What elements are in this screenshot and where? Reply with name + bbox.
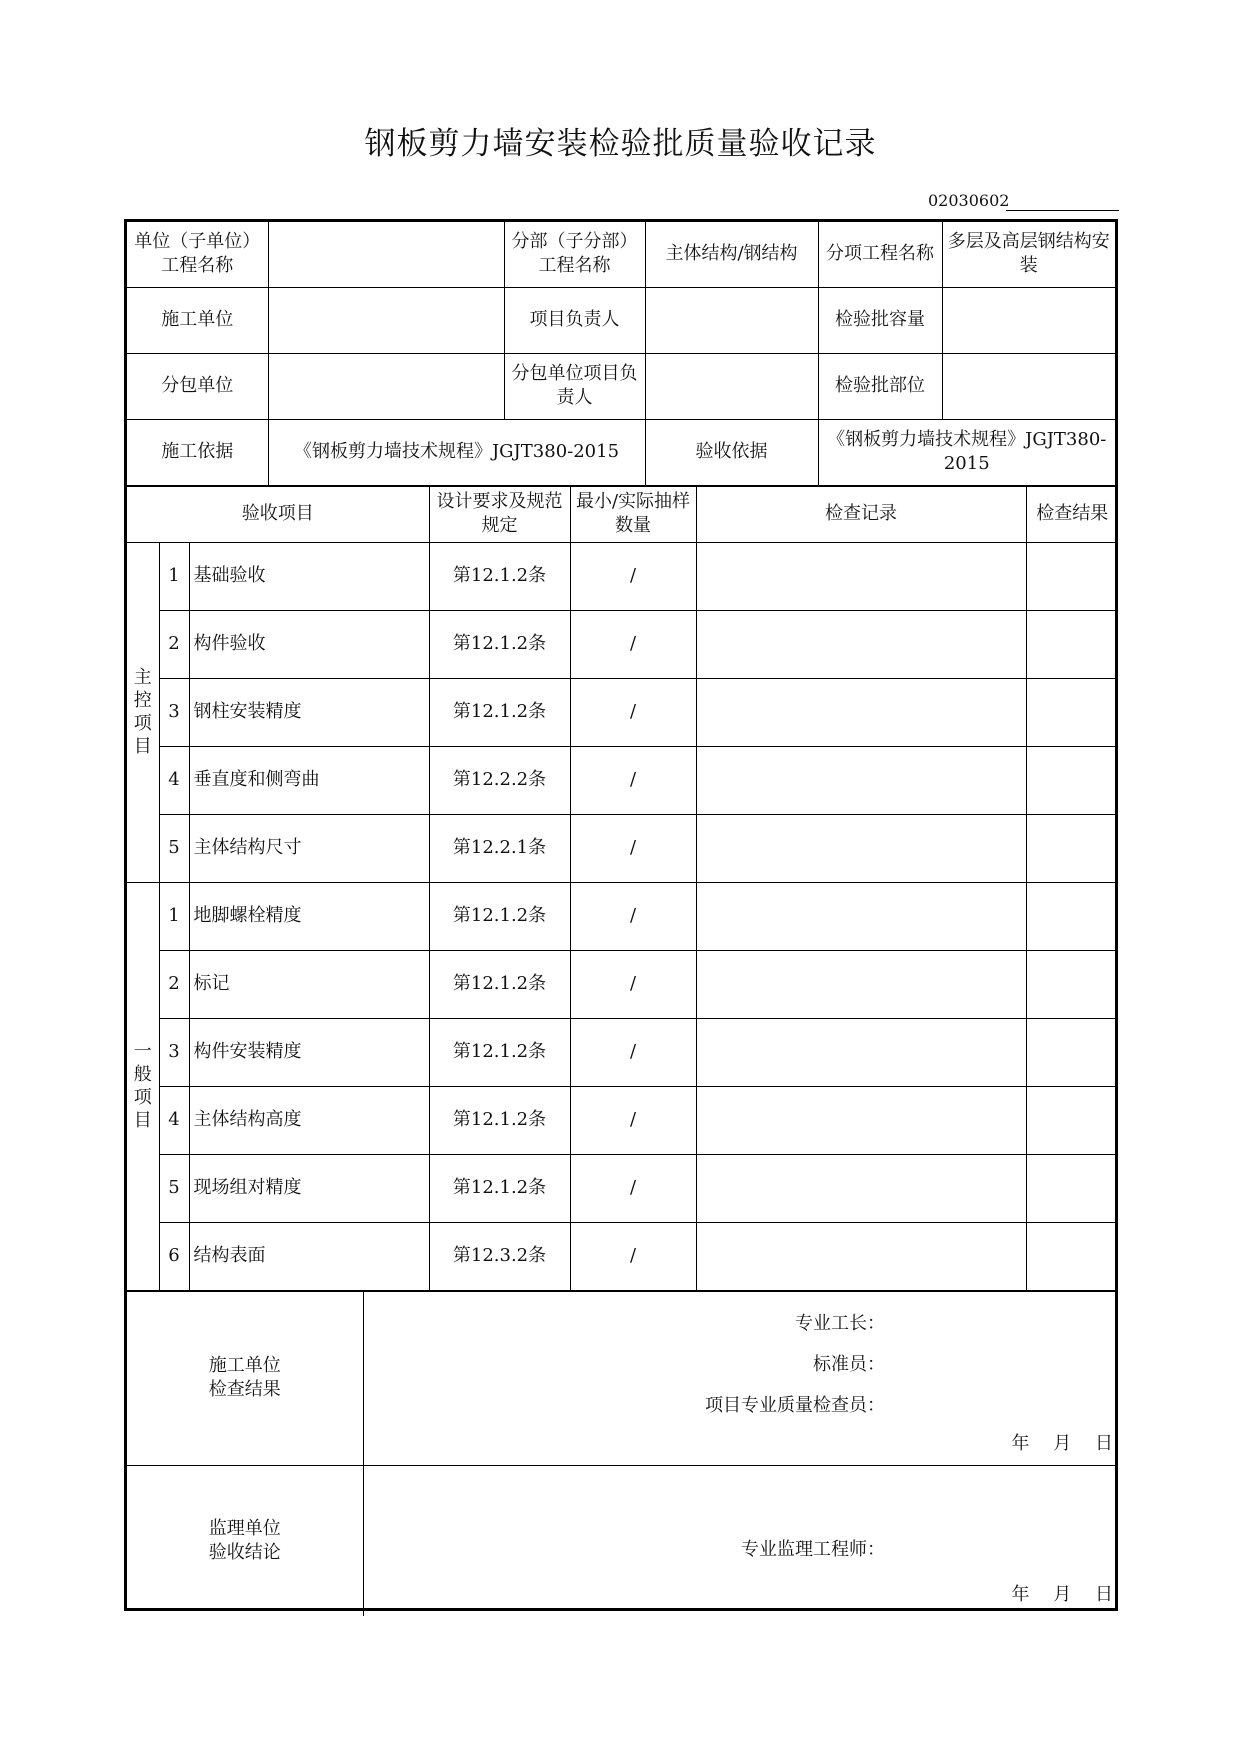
- page-title: 钢板剪力墙安装检验批质量验收记录: [364, 126, 877, 162]
- acceptance-basis-value[interactable]: 《钢板剪力墙技术规程》JGJT380-2015: [818, 419, 1115, 485]
- division-label: 分部（子分部）工程名称: [504, 222, 645, 287]
- item-result[interactable]: [1026, 950, 1118, 1018]
- form-code-underline: [1006, 210, 1119, 211]
- item-name: 结构表面: [189, 1222, 429, 1290]
- col-item-header: 验收项目: [127, 486, 429, 542]
- item-result[interactable]: [1026, 814, 1118, 882]
- standard-officer-label: 标准员：: [813, 1353, 885, 1375]
- acceptance-basis-label: 验收依据: [645, 419, 818, 485]
- item-name: 地脚螺栓精度: [189, 882, 429, 950]
- supervisor-check-label: [127, 1465, 363, 1616]
- quality-inspector-label: 项目专业质量检查员：: [705, 1394, 885, 1416]
- main-control-label: 主控项目: [127, 542, 159, 882]
- capacity-label: 检验批容量: [818, 287, 942, 353]
- sub-pm-label: 分包单位项目负责人: [504, 353, 645, 419]
- supervisor-check-label-line2: 验收结论: [208, 1541, 281, 1563]
- inspection-form: [124, 219, 1118, 1611]
- item-sample[interactable]: /: [570, 542, 696, 610]
- item-result[interactable]: [1026, 678, 1118, 746]
- item-record[interactable]: [696, 1018, 1026, 1086]
- contractor-check-label-line2: 检查结果: [208, 1379, 281, 1400]
- item-clause: 第12.1.2条: [429, 610, 570, 678]
- item-no: 1: [159, 542, 189, 610]
- supervisor-date: 年 月 日: [1011, 1583, 1113, 1605]
- general-label: 一般项目: [127, 882, 159, 1290]
- col-design-header: 设计要求及规范规定: [429, 486, 570, 542]
- item-clause: 第12.1.2条: [429, 950, 570, 1018]
- col-result-header: 检查结果: [1026, 486, 1118, 542]
- item-no: 2: [159, 950, 189, 1018]
- signoff-table: [127, 1291, 1115, 1616]
- item-result[interactable]: [1026, 1086, 1118, 1154]
- supervisor-check-label-line1: 监理单位: [208, 1517, 281, 1539]
- item-no: 4: [159, 1086, 189, 1154]
- foreman-label: 专业工长：: [795, 1312, 885, 1334]
- item-name: 垂直度和侧弯曲: [189, 746, 429, 814]
- item-record[interactable]: [696, 610, 1026, 678]
- item-record[interactable]: [696, 1086, 1026, 1154]
- col-sample-header: 最小/实际抽样数量: [570, 486, 696, 542]
- sub-pm-value[interactable]: [645, 353, 818, 419]
- contractor-label: 施工单位: [127, 287, 268, 353]
- capacity-value[interactable]: [942, 287, 1115, 353]
- pm-label: 项目负责人: [504, 287, 645, 353]
- item-record[interactable]: [696, 678, 1026, 746]
- item-result[interactable]: [1026, 746, 1118, 814]
- item-name: 构件验收: [189, 610, 429, 678]
- supervisor-check-signatures[interactable]: [363, 1465, 1115, 1616]
- contractor-check-label: [127, 1291, 363, 1465]
- item-result[interactable]: [1026, 610, 1118, 678]
- item-name: 钢柱安装精度: [189, 678, 429, 746]
- item-no: 3: [159, 678, 189, 746]
- item-no: 5: [159, 814, 189, 882]
- general-section: [127, 882, 1118, 1290]
- division-value[interactable]: 主体结构/钢结构: [645, 222, 818, 287]
- item-sample[interactable]: /: [570, 1018, 696, 1086]
- form-code: 02030602: [928, 191, 1010, 210]
- item-no: 3: [159, 1018, 189, 1086]
- basis-label: 施工依据: [127, 419, 268, 485]
- item-name: 构件安装精度: [189, 1018, 429, 1086]
- items-table: [127, 486, 1118, 1291]
- item-name: 基础验收: [189, 542, 429, 610]
- item-no: 4: [159, 746, 189, 814]
- subcontractor-label: 分包单位: [127, 353, 268, 419]
- item-sample[interactable]: /: [570, 746, 696, 814]
- item-record[interactable]: [696, 814, 1026, 882]
- item-clause: 第12.1.2条: [429, 882, 570, 950]
- contractor-check-label-line1: 施工单位: [208, 1355, 281, 1376]
- item-clause: 第12.2.2条: [429, 746, 570, 814]
- item-result[interactable]: [1026, 542, 1118, 610]
- item-sample[interactable]: /: [570, 882, 696, 950]
- subitem-value[interactable]: 多层及高层钢结构安装: [942, 222, 1115, 287]
- location-label: 检验批部位: [818, 353, 942, 419]
- item-result[interactable]: [1026, 1222, 1118, 1290]
- item-record[interactable]: [696, 542, 1026, 610]
- item-name: 主体结构高度: [189, 1086, 429, 1154]
- item-sample[interactable]: /: [570, 1222, 696, 1290]
- item-sample[interactable]: /: [570, 814, 696, 882]
- item-clause: 第12.1.2条: [429, 1154, 570, 1222]
- item-name: 现场组对精度: [189, 1154, 429, 1222]
- item-result[interactable]: [1026, 1154, 1118, 1222]
- unit-value[interactable]: [268, 222, 504, 287]
- item-sample[interactable]: /: [570, 950, 696, 1018]
- item-clause: 第12.3.2条: [429, 1222, 570, 1290]
- item-sample[interactable]: /: [570, 610, 696, 678]
- item-no: 5: [159, 1154, 189, 1222]
- col-record-header: 检查记录: [696, 486, 1026, 542]
- header-table: [127, 222, 1115, 486]
- item-no: 6: [159, 1222, 189, 1290]
- supervising-engineer-label: 专业监理工程师：: [741, 1538, 885, 1560]
- pm-value[interactable]: [645, 287, 818, 353]
- item-clause: 第12.2.1条: [429, 814, 570, 882]
- item-sample[interactable]: /: [570, 1154, 696, 1222]
- basis-value[interactable]: 《钢板剪力墙技术规程》JGJT380-2015: [268, 419, 645, 485]
- item-clause: 第12.1.2条: [429, 1018, 570, 1086]
- item-result[interactable]: [1026, 882, 1118, 950]
- item-clause: 第12.1.2条: [429, 1086, 570, 1154]
- item-record[interactable]: [696, 950, 1026, 1018]
- item-clause: 第12.1.2条: [429, 678, 570, 746]
- item-sample[interactable]: /: [570, 1086, 696, 1154]
- item-record[interactable]: [696, 1154, 1026, 1222]
- item-record[interactable]: [696, 1222, 1026, 1290]
- item-result[interactable]: [1026, 1018, 1118, 1086]
- contractor-check-signatures[interactable]: [363, 1291, 1115, 1465]
- item-name: 标记: [189, 950, 429, 1018]
- item-no: 1: [159, 882, 189, 950]
- subcontractor-value[interactable]: [268, 353, 504, 419]
- subitem-label: 分项工程名称: [818, 222, 942, 287]
- item-no: 2: [159, 610, 189, 678]
- item-name: 主体结构尺寸: [189, 814, 429, 882]
- contractor-date: 年 月 日: [1011, 1432, 1113, 1454]
- item-clause: 第12.1.2条: [429, 542, 570, 610]
- contractor-value[interactable]: [268, 287, 504, 353]
- item-record[interactable]: [696, 882, 1026, 950]
- unit-label: 单位（子单位）工程名称: [127, 222, 268, 287]
- item-record[interactable]: [696, 746, 1026, 814]
- location-value[interactable]: [942, 353, 1115, 419]
- main-control-section: [127, 542, 1118, 882]
- item-sample[interactable]: /: [570, 678, 696, 746]
